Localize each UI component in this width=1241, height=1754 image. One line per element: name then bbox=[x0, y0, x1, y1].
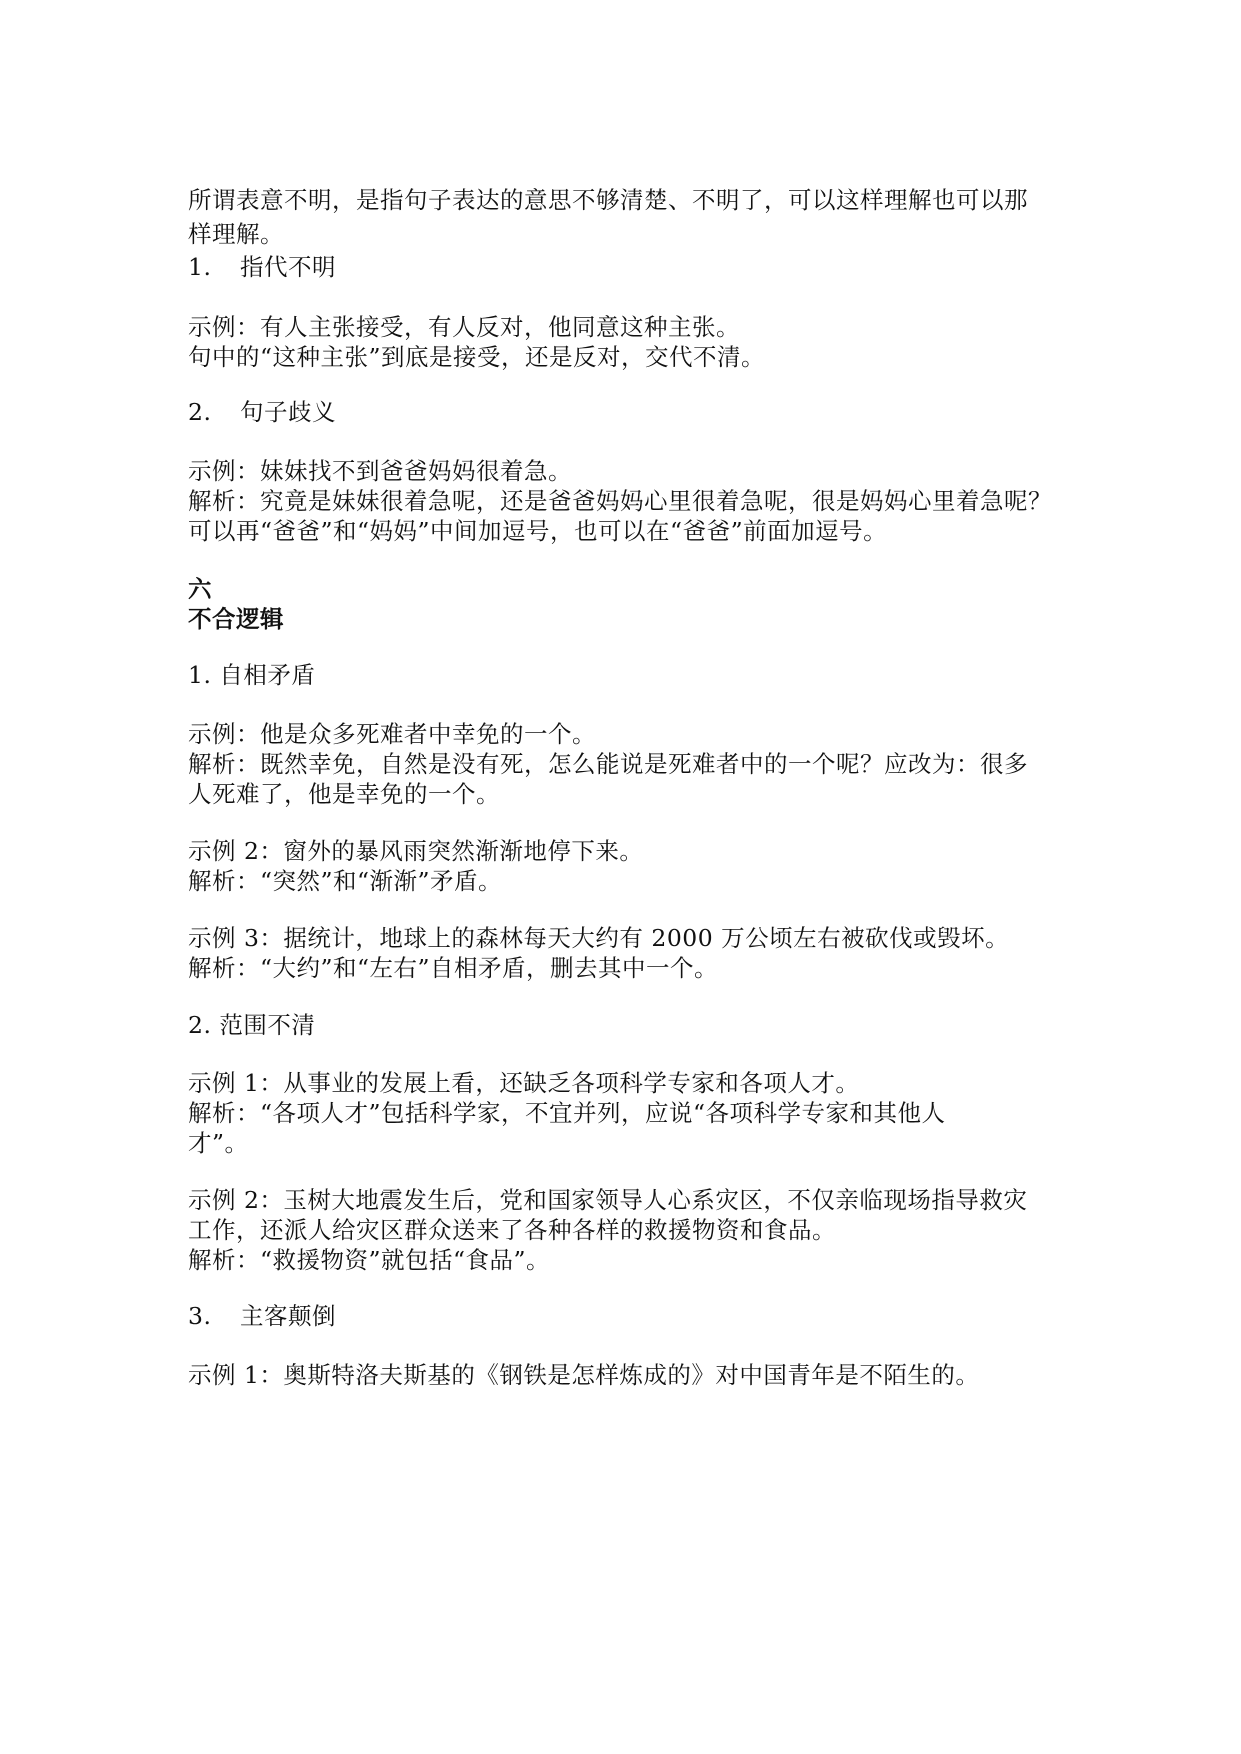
intro-line-2: 样理解。 bbox=[188, 220, 284, 248]
heading-number: 3. bbox=[188, 1302, 212, 1330]
s2-example: 示例：妹妹找不到爸爸妈妈很着急。 bbox=[188, 457, 572, 485]
s62-analysis-1-line-2: 才”。 bbox=[188, 1129, 249, 1157]
s61-example-2: 示例 2：窗外的暴风雨突然渐渐地停下来。 bbox=[188, 837, 644, 865]
s61-example-3: 示例 3：据统计，地球上的森林每天大约有 2000 万公顷左右被砍伐或毁坏。 bbox=[188, 924, 1010, 952]
s62-analysis-1-line-1: 解析：“各项人才”包括科学家，不宜并列，应说“各项科学专家和其他人 bbox=[188, 1099, 946, 1127]
section-title: 不合逻辑 bbox=[188, 605, 284, 633]
s2-analysis-line-2: 可以再“爸爸”和“妈妈”中间加逗号，也可以在“爸爸”前面加逗号。 bbox=[188, 517, 888, 545]
s61-analysis-1-line-1: 解析：既然幸免，自然是没有死，怎么能说是死难者中的一个呢？应改为：很多 bbox=[188, 750, 1028, 778]
heading-number: 2. bbox=[188, 398, 212, 426]
s62-example-1: 示例 1：从事业的发展上看，还缺乏各项科学专家和各项人才。 bbox=[188, 1069, 860, 1097]
heading-3-subject-object-reversed bbox=[188, 1299, 336, 1333]
s62-example-2-line-1: 示例 2：玉树大地震发生后，党和国家领导人心系灾区，不仅亲临现场指导救灾 bbox=[188, 1186, 1028, 1214]
s62-example-2-line-2: 工作，还派人给灾区群众送来了各种各样的救援物资和食品。 bbox=[188, 1216, 836, 1244]
s61-analysis-2: 解析：“突然”和“渐渐”矛盾。 bbox=[188, 867, 503, 895]
s63-example-1: 示例 1：奥斯特洛夫斯基的《钢铁是怎样炼成的》对中国青年是不陌生的。 bbox=[188, 1361, 980, 1389]
subheading-self-contradiction: 1. 自相矛盾 bbox=[188, 661, 316, 689]
s1-explanation: 句中的“这种主张”到底是接受，还是反对，交代不清。 bbox=[188, 343, 766, 371]
section-number: 六 bbox=[188, 575, 212, 603]
s61-example-1: 示例：他是众多死难者中幸免的一个。 bbox=[188, 720, 596, 748]
s61-analysis-3: 解析：“大约”和“左右”自相矛盾，删去其中一个。 bbox=[188, 954, 719, 982]
s1-example: 示例：有人主张接受，有人反对，他同意这种主张。 bbox=[188, 313, 740, 341]
heading-title: 主客颠倒 bbox=[240, 1302, 336, 1330]
s2-analysis-line-1: 解析：究竟是妹妹很着急呢，还是爸爸妈妈心里很着急呢，很是妈妈心里着急呢？ bbox=[188, 487, 1052, 515]
heading-2-ambiguity bbox=[188, 395, 336, 429]
heading-title: 指代不明 bbox=[240, 253, 336, 281]
s61-analysis-1-line-2: 人死难了，他是幸免的一个。 bbox=[188, 780, 500, 808]
heading-title: 句子歧义 bbox=[240, 398, 336, 426]
subheading-unclear-scope: 2. 范围不清 bbox=[188, 1011, 316, 1039]
intro-line-1: 所谓表意不明，是指句子表达的意思不够清楚、不明了，可以这样理解也可以那 bbox=[188, 186, 1028, 214]
heading-number: 1. bbox=[188, 253, 212, 281]
s62-analysis-2: 解析：“救援物资”就包括“食品”。 bbox=[188, 1246, 551, 1274]
heading-1-referent-unclear bbox=[188, 250, 336, 284]
